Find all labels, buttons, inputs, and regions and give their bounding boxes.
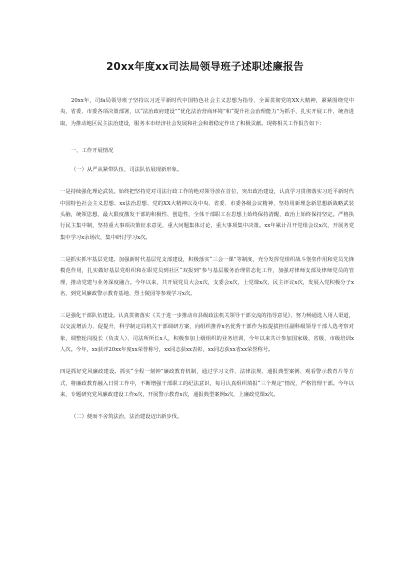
paragraph-integrity: 四是抓好党风廉政建设。抓实“全程一刻钟”廉政教育机制，通过学习文件、法律法规、通报典型案例、观看警示教育片等方式，将廉政教育融入日常工作中，不断增强干部职工的纪法意识，每月认真组织填报“三个规定”情况，严格管理干部。今年以来，专题研究党风廉政建设工作x次，开展警示教育x次，通报典型案例x次，上廉政党课x次。	[60, 369, 354, 398]
intro-paragraph: 20xx年，司fa局领导班子坚持以习近平新时代中国特色社会主义思想为指导，全面贯彻党的XX大精神，紧紧围绕党中央、省委、市委各项决策部署，以“法治政府建设”“优化法治营商环境”和“提升社会治理能力”为抓手，扎实开展工作，统查进取，为推动地区民主法治建设，服务本市经济社会发展和社会和谐稳定作出了积极贡献。现将相关工作报告如下：	[60, 98, 354, 127]
section-heading-work: 一、工作开展情况	[71, 147, 114, 154]
document-title: 20xx年度xx司法局领导班子述职述廉报告	[106, 62, 304, 73]
subsection-heading-team: （一）从严从紧带队伍，司法队伍展现新形象。	[71, 167, 183, 174]
document-body	[60, 96, 354, 424]
paragraph-cadre-team: 三是强化干部队伍建设。认真贯彻落实《关于进一步推动市县级政法机关领导干部交流的指导意见》，努力畅通选人用人渠道，以交流增活力、促提升，科学制定局机关干部调研方案，向组织推荐x名优秀干部作为拟提拔担任副科级领导干部人选考察对象，调整轮岗股长（负责人）、司法所所长x人，积极参加上级组织的业务培训，今年以来共计参加国家级、省级、市级培训x人次。今年，xx获评20xx年度xx荣誉称号，xx同志获xx表彰，xx同志获xx省xx荣誉称号。	[60, 313, 354, 354]
paragraph-party-building: 二是抓实抓牢基层党建。加强新时代基层党支部建设，积极落实“三会一课”等制度，充分发挥党组织战斗堡垒作用和党员先锋模范作用，扎实做好基层党组织和在职党员到社区“双报到”参与基层服务治理常态化工作，加强对律师支部及律师党员的管理，推动党建与业务深度融合。今年以来，共开展党员大会x次，支委会x次，上党课x次，民主评议x次，发展入党积极分子x名，到党风廉政警示教育基地、烈士陵园等参观学习x次。	[60, 256, 354, 297]
subsection-heading-rule-of-law: （二）便而不舍筑法治，法治建设迈出新步伐。	[71, 414, 183, 421]
paragraph-theory: 一是持续强化理论武装。始终把坚持党对司法行政工作的绝对领导放在首位，突出政治建设，认真学习贯彻落实习近平新时代中国特色社会主义思想、xx法治思想、党的XX大精神以及中央、省委、市委各级会议精神，坚持用新理念新思想新战略武装头脑，统领思想，最大限度激发干部的积极性、创造性，全体干部职工在思想上始终保持清醒，政治上始终保持坚定。严格执行民主集中制，坚持重大事项决策征求意见，重大问题集体讨论，重大事项集中决策。xx年累计召开党组会议x次，开展务党集中学习x余场次，集中研讨学习x次。	[60, 189, 354, 241]
